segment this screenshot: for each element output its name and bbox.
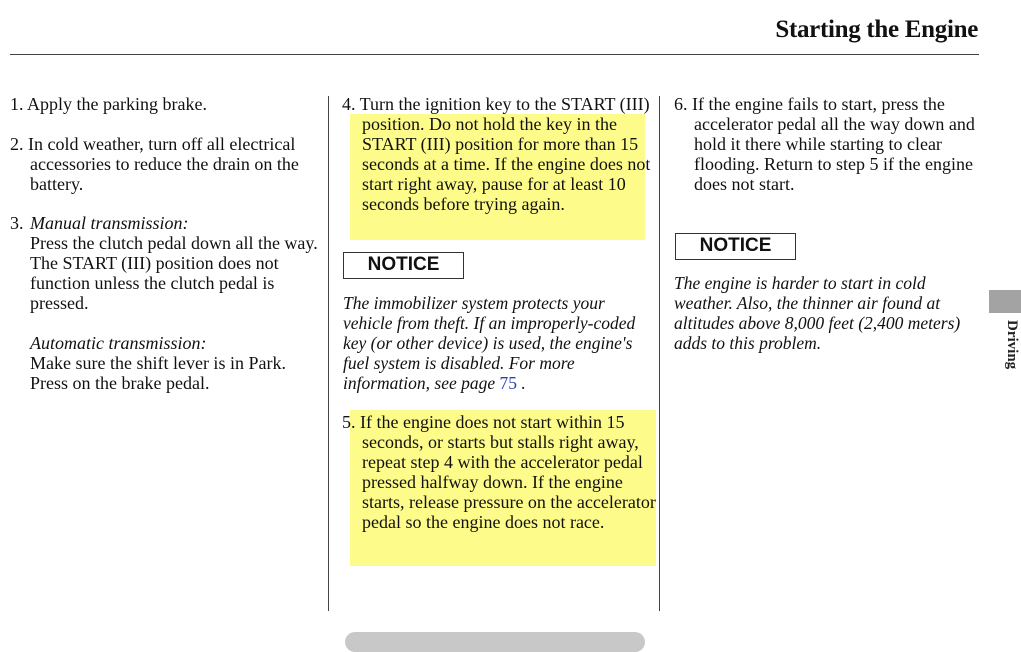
automatic-transmission-text: Make sure the shift lever is in Park. Press on the brake pedal. xyxy=(30,353,286,393)
step-4-warning: Do not hold the key in the START (III) position for more than 15 seconds at a time. If the engine does not start right away, pause for at least 10 seconds before trying again. xyxy=(362,114,651,214)
step-6: 6. If the engine fails to start, press the accelerator pedal all the way down and hold it there while starting to clear flooding. Return to step 5 if the engine does not start. xyxy=(674,94,975,194)
driving-section-label: Driving xyxy=(1004,320,1020,370)
notice-label-2: NOTICE xyxy=(675,233,796,260)
notice-label-1: NOTICE xyxy=(343,252,464,279)
manual-transmission-text: Press the clutch pedal down all the way. The START (III) position does not function unless the clutch pedal is pressed. xyxy=(30,233,318,313)
notice-period: . xyxy=(521,373,526,393)
header-rule xyxy=(10,54,979,55)
step-5: 5. If the engine does not start within 15 seconds, or starts but stalls right away, repeat step 4 with the accelerator pedal pressed halfway down. If the engine starts, release pressure on the accelerator pedal so the engine does not race. xyxy=(342,412,656,532)
bottom-scroll-handle[interactable] xyxy=(345,632,645,652)
step-4-lead: 4. Turn the ignition key to the START (III) position. xyxy=(342,94,650,134)
step-1: 1. Apply the parking brake. xyxy=(10,94,207,114)
immobilizer-notice xyxy=(343,293,649,393)
manual-transmission-label: Manual transmission: xyxy=(30,213,189,233)
step-2: 2. In cold weather, turn off all electrical accessories to reduce the drain on the battery. xyxy=(10,134,299,194)
automatic-transmission-label: Automatic transmission: xyxy=(30,333,207,353)
immobilizer-notice-text: The immobilizer system protects your vehicle from theft. If an improperly-coded key (or other device) is used, the engine's fuel system is disabled. For more information, see page xyxy=(343,293,636,393)
driving-section-tab[interactable] xyxy=(989,290,1021,313)
page-75-link[interactable]: 75 xyxy=(499,373,518,393)
page-title: Starting the Engine xyxy=(775,16,978,43)
step-3-number: 3. xyxy=(10,213,24,233)
cold-weather-notice: The engine is harder to start in cold weather. Also, the thinner air found at altitudes above 8,000 feet (2,400 meters) adds to this problem. xyxy=(674,273,961,353)
step-4 xyxy=(342,94,668,214)
